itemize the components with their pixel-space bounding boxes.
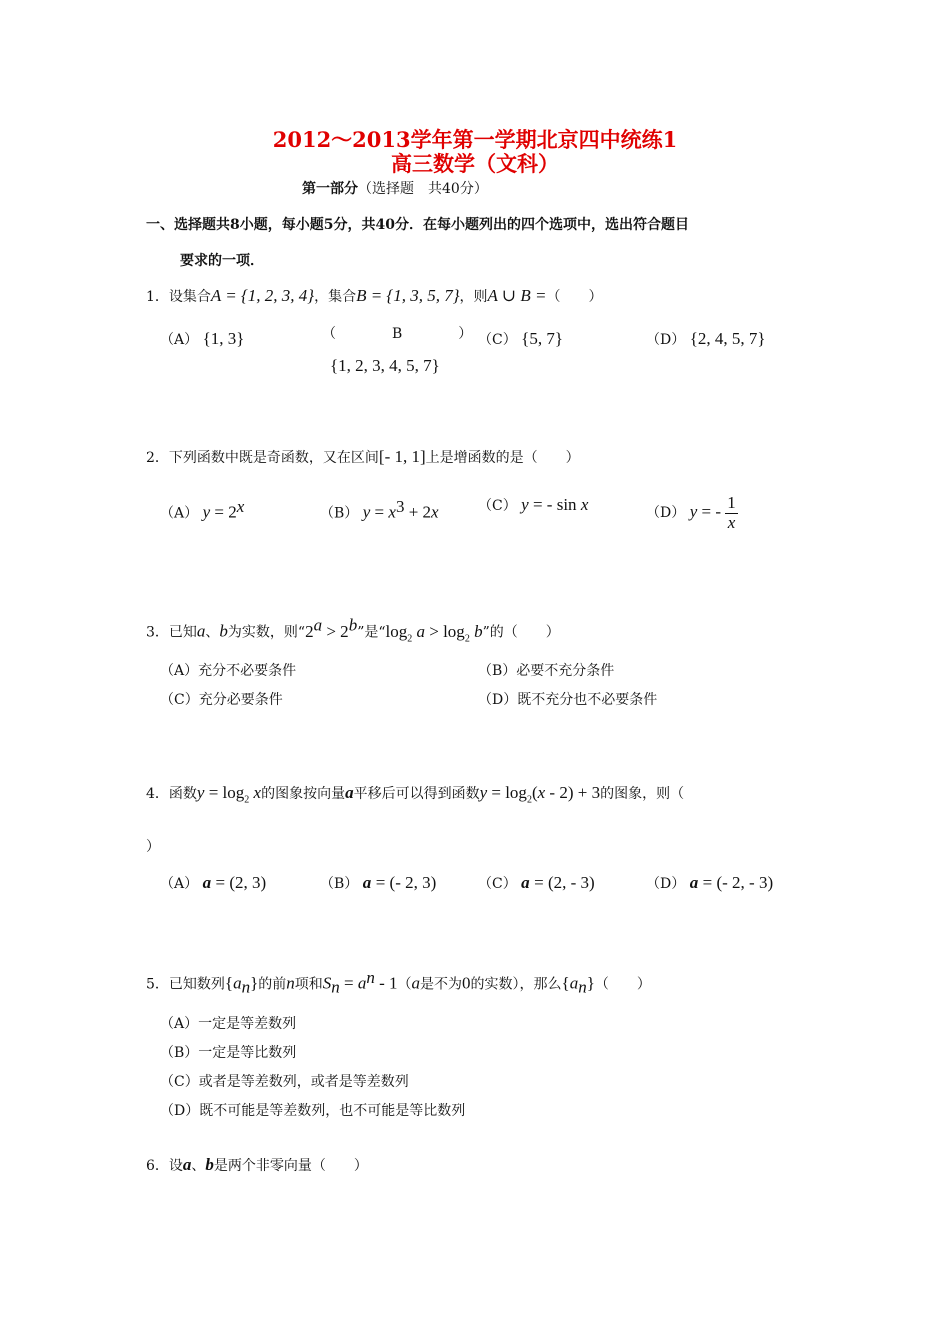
q5-option-d: （D）既不可能是等差数列，也不可能是等比数列 xyxy=(160,1103,466,1119)
q5-option-a: （A）一定是等差数列 xyxy=(160,1016,297,1032)
q5-option-c: （C）或者是等差数列，或者是等差数列 xyxy=(160,1074,409,1090)
q5-text-b: 的前 xyxy=(258,976,287,993)
q4-text-b: 的图象按向量 xyxy=(261,786,346,802)
q2-option-c: （C） y = - sin x xyxy=(478,495,589,514)
q1-option-a-math: {1, 3} xyxy=(202,329,245,348)
q1-option-b-label: （ B ） xyxy=(322,326,473,342)
q1-text-d: （ ） xyxy=(546,289,603,305)
q4-option-c-label: （C） xyxy=(478,876,517,892)
part-note: （选择题 共40分） xyxy=(358,181,488,197)
q1-union: A ∪ B = xyxy=(487,286,547,305)
q5-text-d: （ xyxy=(397,976,412,993)
q4-func-1: y xyxy=(196,783,205,802)
q3-text-d: ”是“ xyxy=(357,624,386,641)
part-heading xyxy=(302,178,488,198)
q2-option-d-label: （D） xyxy=(646,505,686,522)
q1-option-c xyxy=(478,329,563,349)
question-4-stem: 4．函数$y = \log_2 x$的图象按向量a平移后可以得到函数$y = \log_2(x - 2) + 3$的图象，则（ xyxy=(146,783,685,806)
q4-vector-a: a xyxy=(345,783,354,802)
q4-option-c-math: = (2, - 3) xyxy=(534,873,595,892)
q4-option-d-math: = (- 2, - 3) xyxy=(702,873,774,892)
q3-option-c: （C）充分必要条件 xyxy=(160,692,283,708)
q2-option-a-math: y xyxy=(202,502,211,522)
q1-set-b: B = {1, 3, 5, 7} xyxy=(356,286,460,305)
q4-option-a-math: = (2, 3) xyxy=(215,873,267,892)
q3-option-d: （D）既不充分也不必要条件 xyxy=(478,692,658,708)
q3-text-c: 为实数，则“ xyxy=(227,624,306,641)
q2-option-d-math: y xyxy=(689,502,698,522)
q3-condition-2: $\log_2 a > \log_2 b$ xyxy=(385,621,483,645)
q3-text-a: 3．已知 xyxy=(146,624,197,641)
q1-option-d-math: {2, 4, 5, 7} xyxy=(689,329,766,348)
q4-text-a: 4．函数 xyxy=(146,786,197,802)
q6-text-a: 6．设 xyxy=(146,1158,183,1174)
q1-text-a: 1．设集合 xyxy=(146,289,211,305)
question-5-stem: 5．已知数列$\{a_n\}$的前n项和$S_n = a^n - 1(a$是不为0的实数），那么$\{a_n\}$（ ） xyxy=(146,968,651,997)
question-2-stem xyxy=(146,447,580,467)
q1-option-d xyxy=(646,329,766,349)
q2-option-b-label: （B） xyxy=(320,505,359,522)
q1-set-a: A = {1, 2, 3, 4} xyxy=(210,286,315,305)
q2-text-a: 2．下列函数中既是奇函数，又在区间 xyxy=(146,450,379,466)
question-3-stem: 3．已知a、b为实数，则“$2^a > 2^b$”是“$\log_2$ $a > \log_2 b$”的（ ） xyxy=(146,615,560,645)
q1-text-c: ，则 xyxy=(459,289,488,305)
q1-option-a xyxy=(160,329,244,349)
q1-text-b: ，集合 xyxy=(314,289,357,305)
q6-text-c: 是两个非零向量（ ） xyxy=(213,1158,368,1174)
q1-option-d-label: （D） xyxy=(646,332,686,348)
q3-text-e: ”的（ ） xyxy=(482,624,560,641)
title-line-1: 2012～2013学年第一学期北京四中统练1 xyxy=(272,127,678,152)
q2-option-c-math: y xyxy=(521,495,529,514)
q1-option-c-label: （C） xyxy=(478,332,517,348)
title-line-2: 高三数学（文科） xyxy=(391,151,559,176)
question-1-stem xyxy=(146,286,602,306)
q3-option-b: （B）必要不充分条件 xyxy=(478,663,615,679)
q4-option-b-math: = (- 2, 3) xyxy=(375,873,437,892)
q1-option-a-label: （A） xyxy=(160,332,199,348)
q2-interval: [- 1, 1] xyxy=(378,447,426,466)
q6-vector-b: b xyxy=(205,1155,214,1174)
q1-option-c-math: {5, 7} xyxy=(521,329,563,348)
q4-option-a-label: （A） xyxy=(160,876,199,892)
q5-text-f: 的实数），那么 xyxy=(470,976,562,993)
q6-vector-a: a xyxy=(182,1155,192,1174)
q4-option-b: （B） a = (- 2, 3) xyxy=(320,873,437,892)
question-6-stem xyxy=(146,1155,368,1175)
part-label: 第一部分 xyxy=(302,181,358,197)
q5-text-e: 是不为 xyxy=(420,976,463,993)
q5-text-c: 项和 xyxy=(294,976,323,993)
q4-text-d: 的图象，则（ xyxy=(600,786,685,802)
q2-option-b-math: y xyxy=(362,502,371,522)
q4-option-d-label: （D） xyxy=(646,876,686,892)
q2-text-b: 上是增函数的是（ ） xyxy=(425,450,580,466)
q4-func-2: y xyxy=(479,783,488,802)
q4-option-b-label: （B） xyxy=(320,876,359,892)
q2-option-a: （A） $y = 2^x$ xyxy=(160,497,245,522)
q2-option-a-label: （A） xyxy=(160,505,199,522)
q4-text-e: ） xyxy=(146,839,160,855)
q2-option-d-fraction: $\frac{1}{x}$ xyxy=(727,493,736,532)
q4-option-c: （C） a = (2, - 3) xyxy=(478,873,595,892)
q3-condition-1: $2^a > 2^b$ xyxy=(305,615,358,641)
q1-option-b-math xyxy=(330,356,440,376)
q4-option-d: （D） a = (- 2, - 3) xyxy=(646,873,774,892)
q6-text-b: 、 xyxy=(191,1158,206,1174)
section-instruction-line-1: 一、选择题共8小题，每小题5分，共40分．在每小题列出的四个选项中，选出符合题目 xyxy=(146,217,689,233)
section-instruction-line-2: 要求的一项． xyxy=(180,253,264,269)
q5-text-g: （ ） xyxy=(594,976,651,993)
q2-option-c-label: （C） xyxy=(478,498,517,514)
q5-sum-formula: S xyxy=(322,973,332,993)
q5-option-b: （B）一定是等比数列 xyxy=(160,1045,297,1061)
q2-option-b: （B） $y = x^3 + 2x$ xyxy=(320,497,439,522)
q5-text-a: 5．已知数列 xyxy=(146,976,225,993)
q4-option-a: （A） a = (2, 3) xyxy=(160,873,267,892)
q4-text-c: 平移后可以得到函数 xyxy=(353,786,480,802)
q2-option-d: （D） y = - $\frac{1}{x}$ xyxy=(646,493,736,532)
q3-text-b: 、 xyxy=(205,624,220,641)
q1-option-b-value: {1, 2, 3, 4, 5, 7} xyxy=(330,356,440,375)
q3-option-a: （A）充分不必要条件 xyxy=(160,663,297,679)
